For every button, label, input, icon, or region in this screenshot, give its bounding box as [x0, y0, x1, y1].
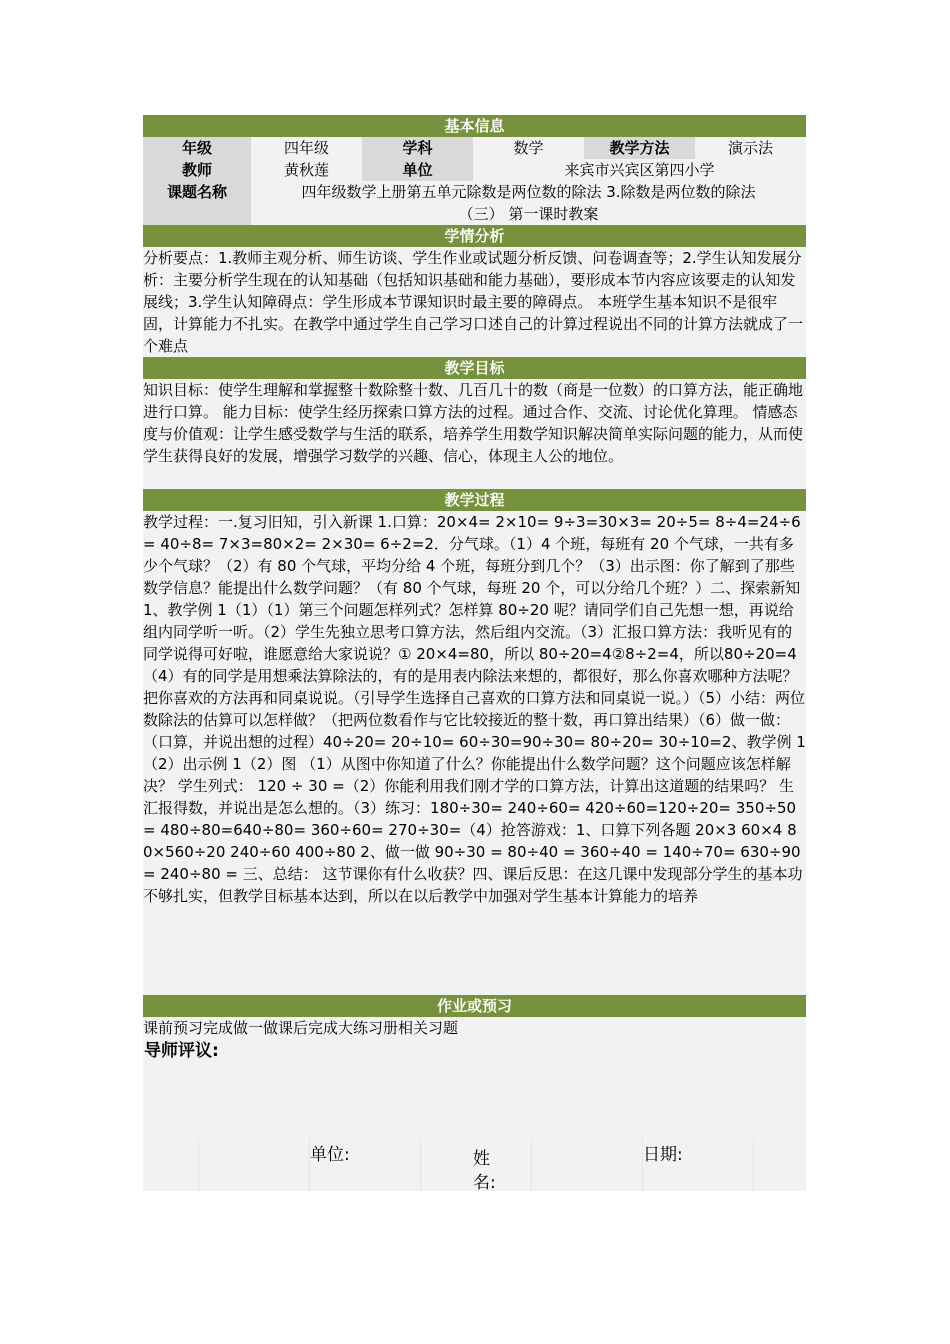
basic-info-row-1 — [143, 137, 806, 159]
grade-label: 年级 — [143, 137, 251, 159]
review-section — [143, 1039, 806, 1139]
method-label: 教学方法 — [584, 137, 695, 159]
topic-value — [251, 181, 806, 225]
review-title: 导师评议: — [144, 1041, 219, 1061]
teacher-label: 教师 — [143, 159, 251, 181]
unit-sign-label: 单位: — [309, 1139, 420, 1191]
process-text: 教学过程：一.复习旧知，引入新课 1.口算：20×4= 2×10= 9÷3=30×3= 20÷5= 8÷4=24÷6= 40÷8= 7×3=80×2= 2×30= 6÷2=2．分气球。（1）4 个班，每班有 20 个气球，一共有多少个气球？（2）有 80 个气球，平均分给 4 个班，每班分到几个？（3）出示图：你了解到了那些数学信息？能提出什么数学问题？（有 80 个气球，每班 20 个，可以分给几个班？）二、探索新知 1、教学例 1（1）（1）第三个问题怎样列式？怎样算 80÷20 呢？请同学们自己先想一想，再说给组内同学听一听。（2）学生先独立思考口算方法，然后组内交流。（3）汇报口算方法：我听见有的同学说得可好啦，谁愿意给大家说说？① 20×4=80，所以 80÷20=4②8÷2=4，所以80÷20=4（4）有的同学是用想乘法算除法的，有的是用表内除法来想的，都很好，那么你喜欢哪种方法呢？把你喜欢的方法再和同桌说说。（引导学生选择自己喜欢的口算方法和同桌说一说。）（5）小结：两位数除法的估算可以怎样做？（把两位数看作与它比较接近的整十数，再口算出结果）（6）做一做：（口算，并说出想的过程）40÷20= 20÷10= 60÷30=90÷30= 80÷20= 30÷10=2、教学例 1（2）出示例 1（2）图 （1）从图中你知道了什么？你能提出什么数学问题？这个问题应该怎样解决？ 学生列式： 120 ÷ 30 =（2）你能利用我们刚才学的口算方法，计算出这道题的结果吗？ 生汇报得数，并说出是怎么想的。（3）练习：180÷30= 240÷60= 420÷60=120÷20= 350÷50= 480÷80=640÷80= 360÷60= 270÷30=（4）抢答游戏：1、口算下列各题 20×3 60×4 80×560÷20 240÷60 400÷80 2、做一做 90÷30 = 80÷40 = 360÷40 = 140÷70= 630÷90= 240÷80 = 三、总结： 这节课你有什么收获？四、课后反思：在这几课中发现部分学生的基本功不够扎实，但教学目标基本达到，所以在以后教学中加强对学生基本计算能力的培养 — [143, 511, 806, 995]
sign-spacer-5 — [753, 1139, 806, 1191]
unit-label: 单位 — [362, 159, 473, 181]
name-sign-label: 姓名: — [473, 1149, 496, 1193]
homework-header: 作业或预习 — [143, 995, 806, 1017]
sign-spacer-1 — [143, 1139, 198, 1191]
analysis-header: 学情分析 — [143, 225, 806, 247]
analysis-text: 分析要点：1.教师主观分析、师生访谈、学生作业或试题分析反馈、问卷调查等；2.学生认知发展分析：主要分析学生现在的认知基础（包括知识基础和能力基础），要形成本节内容应该要走的认知发展线；3.学生认知障碍点：学生形成本节课知识时最主要的障碍点。 本班学生基本知识不是很牢固，计算能力不扎实。在教学中通过学生自己学习口述自己的计算过程说出不同的计算方法就成了一个难点 — [143, 247, 806, 357]
sign-spacer-4 — [531, 1139, 642, 1191]
unit-value: 来宾市兴宾区第四小学 — [473, 159, 806, 181]
method-value: 演示法 — [695, 137, 806, 159]
topic-label: 课题名称 — [143, 181, 251, 225]
process-header: 教学过程 — [143, 489, 806, 511]
homework-text: 课前预习完成做一做课后完成大练习册相关习题 — [143, 1017, 806, 1039]
topic-line-1: 四年级数学上册第五单元除数是两位数的除法 3.除数是两位数的除法 — [301, 183, 756, 201]
basic-info-row-2 — [143, 159, 806, 181]
date-sign-label: 日期: — [642, 1139, 753, 1191]
topic-row — [143, 181, 806, 225]
grade-value: 四年级 — [251, 137, 362, 159]
basic-info-header: 基本信息 — [143, 115, 806, 137]
sign-spacer-2 — [198, 1139, 309, 1191]
goals-header: 教学目标 — [143, 357, 806, 379]
subject-value: 数学 — [473, 137, 584, 159]
lesson-plan-form — [143, 115, 806, 1191]
teacher-value: 黄秋莲 — [251, 159, 362, 181]
goals-text: 知识目标：使学生理解和掌握整十数除整十数、几百几十的数（商是一位数）的口算方法，能正确地进行口算。 能力目标：使学生经历探索口算方法的过程。通过合作、交流、讨论优化算理。 情感态度与价值观：让学生感受数学与生活的联系，培养学生用数学知识解决简单实际问题的能力，从而使学生获得良好的发展，增强学习数学的兴趣、信心，体现主人公的地位。 — [143, 379, 806, 489]
topic-line-2: （三） 第一课时教案 — [458, 205, 599, 223]
subject-label: 学科 — [362, 137, 473, 159]
